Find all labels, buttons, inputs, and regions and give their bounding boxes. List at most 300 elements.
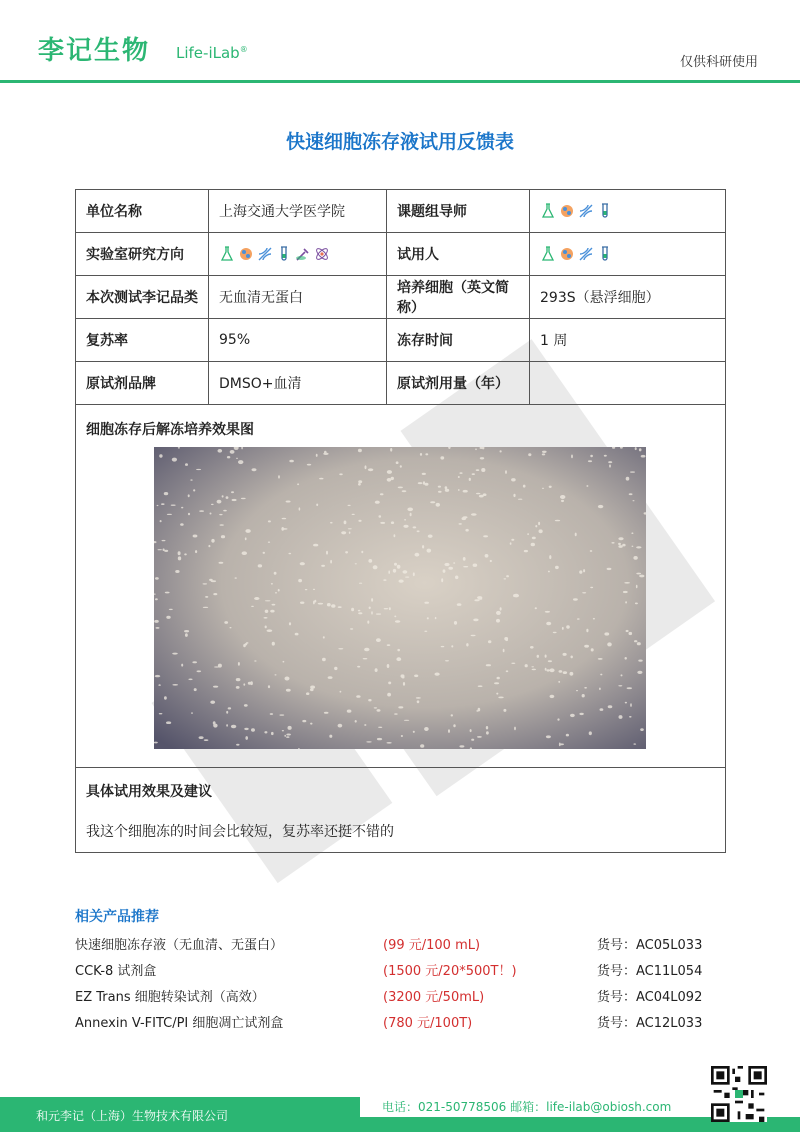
cell-speckle [203,607,208,608]
cell-speckle [630,703,632,707]
cell-speckle [427,617,429,619]
cell-speckle [474,599,479,601]
cell-speckle [244,704,248,707]
cell-speckle [302,720,306,722]
cell-speckle [316,454,318,457]
photo-cell [76,405,726,768]
cell-speckle [348,528,352,529]
cell-speckle [573,598,578,600]
cell-speckle [251,606,254,607]
product-price: (99 元/100 mL) [383,938,481,953]
cell-speckle [631,532,633,534]
cell-speckle [271,583,273,585]
cell-speckle [626,630,629,632]
direction-label: 实验室研究方向 [76,233,209,276]
cell-speckle [284,735,286,737]
cell-speckle [222,495,224,497]
cell-speckle [270,713,273,715]
cell-speckle [268,520,271,522]
cell-speckle [236,744,239,746]
cell-speckle [532,669,536,671]
cell-speckle [459,523,462,525]
cell-speckle [463,490,468,493]
cell-speckle [629,632,633,635]
dna-icon [257,246,273,262]
cell-speckle [546,735,551,738]
cell-speckle [345,551,348,553]
cell-speckle [387,742,392,744]
cell-speckle [558,681,560,683]
cell-speckle [210,513,212,515]
cell-speckle [242,551,247,555]
cell-speckle [566,734,569,737]
cell-speckle [423,481,425,484]
cell-speckle [486,726,488,729]
cell-speckle [579,713,583,715]
cell-speckle [263,552,265,554]
cell-label: 培养细胞（英文简称） [387,276,530,319]
atom-icon [314,246,330,262]
cell-speckle [316,504,318,507]
cell-speckle [598,658,603,660]
cell-speckle [513,494,515,497]
form-row-unit [76,190,726,233]
cell-speckle [625,601,627,603]
cell-speckle [475,448,477,450]
cell-speckle [196,469,201,470]
cell-speckle [271,732,274,735]
cell-speckle [559,670,563,673]
cell-speckle [245,537,247,540]
cell-speckle [490,560,492,562]
freeze-time-value: 1 周 [530,319,726,362]
cell-speckle [367,621,369,624]
cell-speckle [510,542,512,545]
cell-speckle [368,559,372,563]
cell-speckle [625,702,627,704]
cell-speckle [169,609,173,610]
cell-speckle [571,656,573,659]
cell-speckle [549,486,552,488]
cell-speckle [184,630,189,632]
cell-speckle [488,640,491,643]
cell-speckle [282,730,284,731]
cell-speckle [397,565,401,569]
cell-speckle [555,566,559,569]
cell-speckle [618,543,621,545]
cell-speckle [172,458,177,462]
product-row [75,986,725,1008]
cell-speckle [498,697,503,699]
cell-speckle [205,596,208,598]
cell-speckle [351,608,354,612]
cell-speckle [286,689,291,692]
cell-speckle [503,709,506,712]
cell-speckle [282,528,288,530]
cell-speckle [219,514,222,515]
recovery-value: 95% [209,319,387,362]
cell-speckle [226,711,228,714]
cell-speckle [402,676,405,678]
cell-speckle [323,453,328,455]
cell-speckle [254,597,259,600]
cell-speckle [486,731,489,734]
cell-speckle [288,726,292,730]
cell-speckle [511,539,514,541]
cell-speckle [388,682,391,685]
cell-speckle [500,607,502,610]
cell-speckle [223,510,227,512]
cell-speckle [286,734,291,736]
cell-speckle [158,549,162,550]
cell-speckle [637,671,642,674]
cell-speckle [323,636,325,638]
cell-speckle [425,453,428,455]
cell-speckle [230,450,235,454]
cell-speckle [566,625,570,628]
cell-speckle [638,660,642,662]
page-header [0,0,800,84]
pipette-icon [295,246,311,262]
cell-speckle [527,533,529,535]
cell-speckle [438,491,442,493]
cell-speckle [267,629,273,632]
cell-speckle [465,529,468,532]
cell-speckle [528,453,531,456]
cell-speckle [356,695,360,698]
cell-speckle [415,553,420,557]
cell-speckle [398,706,403,708]
cell-speckle [349,532,351,534]
cell-speckle [633,500,635,501]
cell-speckle [444,563,449,566]
cell-speckle [364,724,366,726]
product-price: (3200 元/50mL) [383,990,485,1005]
cell-speckle [221,535,225,538]
flask-icon [540,203,556,219]
cell-speckle [435,673,440,676]
cell-speckle [165,592,170,594]
cell-speckle [358,480,362,483]
cell-speckle [586,485,588,487]
cell-speckle [377,738,382,740]
cell-speckle [245,736,248,740]
cell-speckle [178,551,181,555]
cell-speckle [459,745,464,747]
product-name: CCK-8 试剂盒 [75,964,157,979]
cell-speckle [251,728,255,731]
cell-speckle [435,617,437,619]
cell-speckle [407,508,413,512]
cell-speckle [511,663,515,664]
cell-speckle [167,514,172,515]
cell-speckle [265,626,267,629]
cell-speckle [244,728,248,730]
cell-speckle [172,653,178,655]
cell-value: 293S（悬浮细胞） [530,276,726,319]
cell-speckle [618,545,622,548]
form-row-direction [76,233,726,276]
cell-speckle [424,631,427,632]
cell-speckle [473,564,478,567]
cell-speckle [545,668,547,671]
cell-speckle [469,478,471,481]
suggestion-cell [76,768,726,853]
cell-speckle [425,483,429,486]
cell-speckle [417,530,420,532]
cell-speckle [295,633,299,636]
cell-speckle [236,458,238,459]
cell-speckle [629,493,633,495]
product-price: (1500 元/20*500T！) [383,964,517,979]
cell-speckle [158,684,160,686]
cell-speckle [413,526,417,528]
cell-speckle [627,687,632,689]
cell-speckle [238,460,243,464]
cell-speckle [218,664,222,668]
cell-speckle [191,712,193,713]
cell-speckle [327,603,331,606]
cell-speckle [413,731,415,733]
cell-speckle [211,539,214,543]
cell-speckle [371,598,373,602]
cell-speckle [417,700,420,703]
cell-speckle [402,490,407,492]
product-sku: 货号：AC04L092 [597,990,703,1005]
cell-speckle [163,548,165,551]
cell-speckle [330,560,332,564]
cell-speckle [383,579,386,581]
cell-speckle [413,572,415,576]
cell-speckle [358,612,362,614]
cell-speckle [525,664,528,667]
cell-speckle [288,553,291,555]
test-tube-icon [597,203,613,219]
cell-speckle [546,669,549,671]
cell-speckle [582,592,586,593]
cell-speckle [373,565,378,569]
cell-speckle [422,545,424,548]
cell-speckle [156,627,160,629]
cell-speckle [579,570,582,573]
tester-label: 试用人 [387,233,530,276]
cell-speckle [338,648,343,649]
cell-speckle [414,675,418,678]
cell-speckle [387,644,391,646]
cell-speckle [538,522,540,525]
cell-speckle [494,682,499,684]
cell-speckle [630,471,635,472]
cell-speckle [358,520,361,522]
cell-speckle [448,567,453,570]
cell-speckle [453,724,455,727]
cell-speckle [203,583,208,584]
cell-speckle [226,724,228,727]
cell-speckle [193,489,195,491]
advisor-label: 课题组导师 [387,190,530,233]
cell-speckle [476,493,480,495]
cell-speckle [236,678,241,681]
cell-speckle [625,657,627,660]
cell-speckle [389,607,391,610]
cell-speckle [535,525,537,527]
cell-speckle [213,593,217,595]
cell-speckle [496,611,501,615]
recovery-label: 复苏率 [76,319,209,362]
cell-speckle [542,451,547,453]
cell-speckle [204,739,209,741]
cell-speckle [268,542,270,543]
cell-speckle [185,633,188,637]
cell-speckle [404,720,409,721]
cell-speckle [476,710,478,712]
cell-speckle [188,679,192,681]
cell-speckle [458,489,460,491]
cell-speckle [542,453,545,455]
cell-speckle [366,741,371,742]
cell-speckle [549,555,551,559]
cell-speckle [286,736,289,738]
cell-speckle [455,576,458,580]
cell-speckle [185,463,188,466]
product-name: EZ Trans 细胞转染试剂（高效） [75,990,265,1005]
cell-speckle [331,604,335,608]
cell-speckle [274,572,277,575]
cell-speckle [535,607,537,609]
cell-speckle [478,685,483,687]
cell-speckle [211,504,214,505]
cell-speckle [375,501,380,504]
cell-speckle [576,690,578,691]
cell-speckle [154,620,159,623]
cell-speckle [634,640,637,642]
cell-speckle [166,616,170,619]
cell-speckle [254,660,256,661]
cell-speckle [481,468,485,472]
cell-speckle [626,477,630,481]
cell-speckle [451,714,453,716]
feedback-form [75,189,726,853]
cell-speckle [355,563,357,564]
product-label: 本次测试李记品类 [76,276,209,319]
cell-speckle [248,682,252,685]
cell-speckle [575,533,577,537]
cell-speckle [422,473,426,475]
cell-speckle [282,518,287,520]
cell-speckle [322,658,326,661]
cell-speckle [531,666,534,667]
cell-speckle [268,685,270,688]
cell-speckle [463,566,468,567]
unit-value: 上海交通大学医学院 [209,190,387,233]
cell-speckle [252,468,257,471]
cell-speckle [155,675,160,677]
cell-speckle [424,727,429,731]
cell-speckle [590,455,593,457]
cell-speckle [160,520,162,522]
cell-speckle [188,513,190,516]
cell-speckle [600,708,604,711]
test-tube-icon [597,246,613,262]
cell-speckle [639,575,644,578]
cell-speckle [582,694,585,697]
cell-speckle [369,607,371,610]
cell-speckle [358,449,362,452]
cell-speckle [166,721,171,724]
cell-speckle [583,569,585,572]
cell-speckle [384,608,388,609]
cell-speckle [619,715,623,719]
cell-speckle [636,585,638,589]
cell-speckle [391,521,394,524]
cell-speckle [459,472,462,474]
cell-speckle [430,501,435,503]
cell-speckle [518,499,522,500]
registered-mark: ® [239,45,248,54]
cell-speckle [172,684,178,686]
cell-speckle [561,500,564,502]
cell-speckle [376,613,381,614]
cell-speckle [394,713,398,715]
header-divider [0,80,800,83]
cell-speckle [235,577,237,578]
cell-speckle [463,516,468,518]
brand-label: 原试剂品牌 [76,362,209,405]
cell-speckle [473,619,478,622]
cell-speckle [341,531,346,534]
cell-speckle [598,505,603,508]
cell-speckle [243,683,245,685]
cell-speckle [175,570,179,573]
cell-speckle [410,513,412,517]
product-row [75,960,725,982]
cell-speckle [199,510,204,512]
cell-speckle [339,473,343,475]
cell-speckle [443,569,446,572]
cell-speckle [604,455,607,457]
cell-speckle [289,622,291,625]
cell-speckle [181,664,183,667]
cell-speckle [199,736,204,739]
cell-speckle [181,507,183,509]
cell-speckle [265,600,271,601]
advisor-icons [530,190,726,233]
cell-speckle [278,475,280,478]
cell-speckle [192,661,197,663]
product-row [75,1012,725,1034]
usage-value [530,362,726,405]
brand-logo-cn: 李记生物 [38,36,151,66]
brand-logo-en-text: Life-iLab [176,44,240,62]
qr-code-icon [711,1066,767,1122]
cell-speckle [622,544,625,547]
cell-speckle [363,658,368,659]
flask-icon [219,246,235,262]
cell-speckle [453,562,455,564]
tester-icons [530,233,726,276]
cell-speckle [479,495,484,498]
cell-speckle [245,529,250,533]
cell-speckle [155,577,159,580]
cell-speckle [621,674,623,676]
cell-speckle [394,563,397,566]
suggestion-label: 具体试用效果及建议 [86,784,212,800]
usage-label: 原试剂用量（年） [387,362,530,405]
cell-speckle [454,621,457,625]
cell-speckle [195,550,197,553]
cell-speckle [458,476,460,478]
cell-speckle [371,611,373,614]
